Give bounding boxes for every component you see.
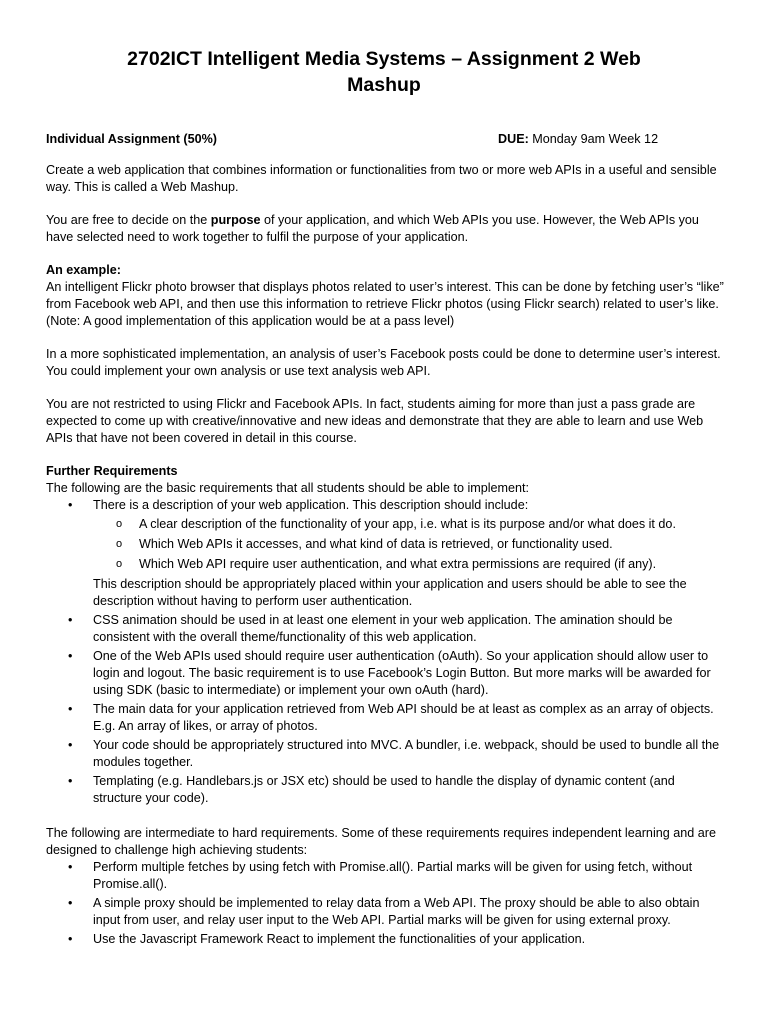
list-item: • Perform multiple fetches by using fetch with Promise.all(). Partial marks will be given for using fetch, without Promise.all(). bbox=[46, 859, 726, 893]
list-item: • The main data for your application retrieved from Web API should be at least as complex as an array of objects. E.g. An array of likes, or array of photos. bbox=[46, 701, 726, 735]
list-item: • Templating (e.g. Handlebars.js or JSX etc) should be used to handle the display of dynamic content (and structure your code). bbox=[46, 773, 726, 807]
basic-requirements-list bbox=[46, 497, 726, 807]
example-paragraph-1: An intelligent Flickr photo browser that displays photos related to user’s interest. This can be done by fetching user’s “like” from Facebook web API, and then use this information to retrieve Flickr photos (using Flickr search) related to user’s like. (Note: A good implementation of this application would be at a pass level) bbox=[46, 280, 724, 328]
intro-p2-end: of your application, and which Web APIs you use. However, the Web APIs you have selected need to work together to fulfil the purpose of your application. bbox=[46, 213, 699, 244]
list-item: • CSS animation should be used in at least one element in your web application. The amination should be consistent with the overall theme/functionality of this web application. bbox=[46, 612, 726, 646]
title-line-1: 2702ICT Intelligent Media Systems – Assignment 2 Web bbox=[127, 48, 641, 70]
list-item: • Your code should be appropriately structured into MVC. A bundler, i.e. webpack, should be used to bundle all the modules together. bbox=[46, 737, 726, 771]
document-title bbox=[90, 46, 678, 98]
title-line-2: Mashup bbox=[347, 74, 421, 96]
requirement-description-note: This description should be appropriately placed within your application and users should be able to see the description without having to perform user authentication. bbox=[93, 577, 687, 608]
list-item bbox=[46, 497, 726, 610]
document-body bbox=[46, 162, 726, 950]
list-item: • One of the Web APIs used should require user authentication (oAuth). So your application should allow user to login and logout. The basic requirement is to use Facebook’s Login Button. But more marks will be awarded for using SDK (basic to intermediate) or implement your own oAuth (hard). bbox=[46, 648, 726, 699]
intro-paragraph-2 bbox=[46, 212, 726, 246]
example-paragraph-3: You are not restricted to using Flickr and Facebook APIs. In fact, students aiming for more than just a pass grade are expected to come up with creative/innovative and new ideas and demonstrate that they are able to learn and use Web APIs that have not been covered in detail in this course. bbox=[46, 397, 704, 445]
intro-paragraph-1: Create a web application that combines information or functionalities from two or more web APIs in a useful and sensible way. This is called a Web Mashup. bbox=[46, 163, 717, 194]
description-sublist bbox=[93, 516, 726, 573]
advanced-requirements-list bbox=[46, 859, 726, 948]
example-heading: An example: bbox=[46, 263, 121, 277]
due-label: DUE: bbox=[498, 132, 529, 146]
requirement-description: • There is a description of your web application. This description should include: bbox=[93, 498, 529, 512]
advanced-intro: The following are intermediate to hard requirements. Some of these requirements requires independent learning and are designed to challenge high achieving students: bbox=[46, 826, 716, 857]
due-value: Monday 9am Week 12 bbox=[528, 132, 659, 146]
list-item: • Use the Javascript Framework React to implement the functionalities of your application. bbox=[46, 931, 726, 948]
requirements-heading: Further Requirements bbox=[46, 464, 178, 478]
sub-list-item: o A clear description of the functionality of your app, i.e. what is its purpose and/or what does it do. bbox=[93, 516, 726, 533]
intro-p2-start: You are free to decide on the bbox=[46, 213, 211, 227]
requirements-intro: The following are the basic requirements that all students should be able to implement: bbox=[46, 481, 530, 495]
sub-list-item: o Which Web API require user authentication, and what extra permissions are required (if any). bbox=[93, 556, 726, 573]
example-paragraph-2: In a more sophisticated implementation, an analysis of user’s Facebook posts could be done to determine user’s interest. You could implement your own analysis or use text analysis web API. bbox=[46, 347, 721, 378]
sub-list-item: o Which Web APIs it accesses, and what kind of data is retrieved, or functionality used. bbox=[93, 536, 726, 553]
list-item: • A simple proxy should be implemented to relay data from a Web API. The proxy should be able to also obtain input from user, and relay user input to the Web API. Partial marks will be given for using external proxy. bbox=[46, 895, 726, 929]
intro-p2-bold: purpose bbox=[210, 213, 261, 227]
assignment-type: Individual Assignment (50%) bbox=[46, 132, 217, 146]
due-date bbox=[498, 131, 658, 148]
